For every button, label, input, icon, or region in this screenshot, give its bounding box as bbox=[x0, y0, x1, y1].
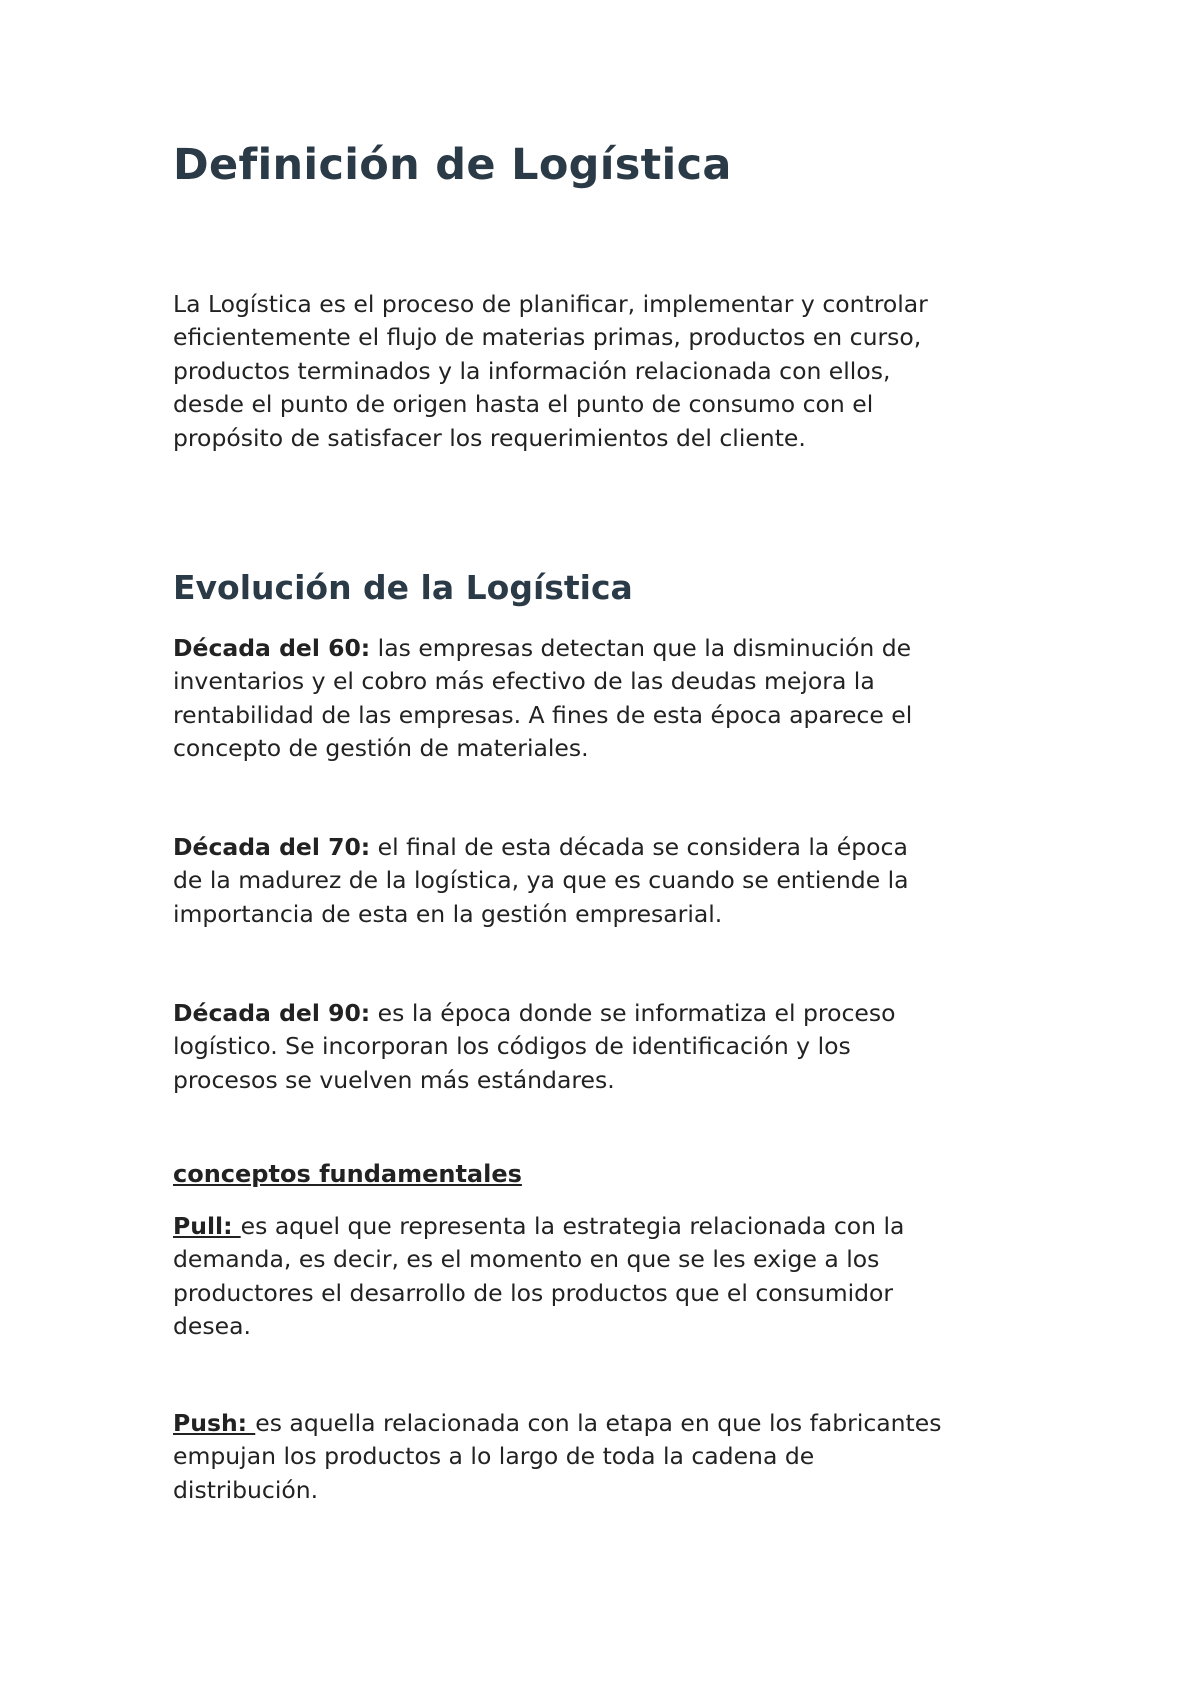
pull-line: es aquel que representa la estrategia relacionada con la bbox=[240, 1212, 905, 1240]
definition-line: eficientemente el flujo de materias primas, productos en curso, bbox=[173, 323, 922, 352]
definition-line: productos terminados y la información relacionada con ellos, bbox=[173, 356, 891, 385]
definition-line: La Logística es el proceso de planificar, implementar y controlar bbox=[173, 290, 928, 318]
pull-label: Pull: bbox=[173, 1212, 241, 1240]
definition-line: propósito de satisfacer los requerimientos del cliente. bbox=[173, 423, 806, 452]
decade-60-paragraph bbox=[173, 632, 1053, 766]
definition-paragraph bbox=[173, 288, 1053, 455]
decade-70-label: Década del 70: bbox=[173, 833, 371, 861]
pull-line: demanda, es decir, es el momento en que se les exige a los bbox=[173, 1245, 880, 1274]
decade-90-paragraph bbox=[173, 997, 1053, 1097]
push-line: distribución. bbox=[173, 1475, 319, 1504]
concepts-heading: conceptos fundamentales bbox=[173, 1160, 522, 1188]
decade-60-line: inventarios y el cobro más efectivo de las deudas mejora la bbox=[173, 667, 875, 696]
pull-paragraph bbox=[173, 1210, 1053, 1344]
decade-90-label: Década del 90: bbox=[173, 999, 371, 1027]
decade-90-line: logístico. Se incorporan los códigos de identificación y los bbox=[173, 1032, 851, 1061]
pull-line: productores el desarrollo de los productos que el consumidor bbox=[173, 1278, 894, 1307]
push-line: empujan los productos a lo largo de toda la cadena de bbox=[173, 1442, 815, 1471]
decade-60-label: Década del 60: bbox=[173, 634, 371, 662]
decade-70-line: importancia de esta en la gestión empresarial. bbox=[173, 899, 723, 928]
decade-60-line: las empresas detectan que la disminución de bbox=[370, 634, 912, 662]
decade-70-line: de la madurez de la logística, ya que es cuando se entiende la bbox=[173, 866, 909, 895]
decade-60-line: concepto de gestión de materiales. bbox=[173, 734, 589, 763]
decade-70-line: el final de esta década se considera la época bbox=[370, 833, 908, 861]
push-line: es aquella relacionada con la etapa en que los fabricantes bbox=[255, 1409, 942, 1437]
page-title: Definición de Logística bbox=[173, 140, 732, 190]
push-label: Push: bbox=[173, 1409, 256, 1437]
evolution-heading: Evolución de la Logística bbox=[173, 568, 633, 607]
decade-90-line: es la época donde se informatiza el proceso bbox=[370, 999, 896, 1027]
decade-60-line: rentabilidad de las empresas. A fines de esta época aparece el bbox=[173, 700, 913, 729]
decade-70-paragraph bbox=[173, 831, 1053, 931]
pull-line: desea. bbox=[173, 1312, 251, 1341]
push-paragraph bbox=[173, 1407, 1053, 1507]
definition-line: desde el punto de origen hasta el punto de consumo con el bbox=[173, 390, 874, 419]
decade-90-line: procesos se vuelven más estándares. bbox=[173, 1065, 615, 1094]
